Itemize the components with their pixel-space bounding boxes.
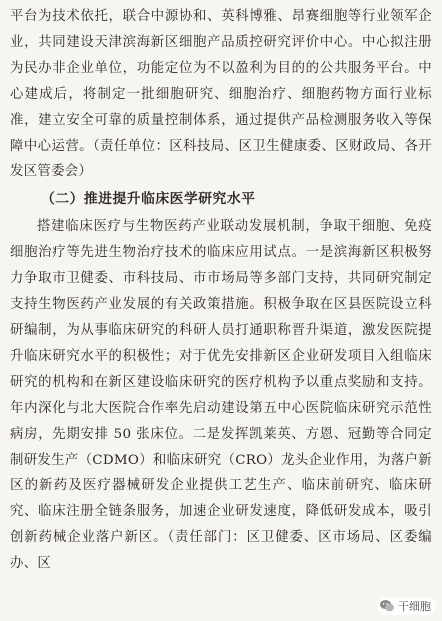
watermark-label: 干细胞 [398,600,431,613]
section-heading: （二）推进提升临床医学研究水平 [41,191,256,208]
wechat-bubble-icon [379,598,395,614]
paragraph-clinical-research: 搭建临床医疗与生物医药产业联动发展机制，争取干细胞、免疫细胞治疗等先进生物治疗技术的临床应用试点。一是滨海新区积极努力争取市卫健委、市科技局、市市场局等多部门支持，共同研究制定支持生物医药产业发展的有关政策措施。积极争取在区县医院设立科研编制，为从事临床研究的科研人员打通职称晋升渠道，激发医院提升临床研究水平的积极性；对于优先安排新区企业研发项目入组临床研究的机构和在新区建设临床研究的医疗机构予以重点奖励和支持。年内深化与北大医院合作率先启动建设第五中心医院临床研究示范性病房，先期安排 50 张床位。二是发挥凯莱英、方恩、冠勤等合同定制研发生产（CDMO）和临床研究（CRO）龙头企业作用，为落户新区的新药及医疗器械研发企业提供工艺生产、临床前研究、临床研究、临床注册全链条服务，加速企业研发速度，降低研发成本，吸引创新药械企业落户新区。（责任部门：区卫健委、区市场局、区委编办、区 [10,219,432,572]
paragraph-quality-center: 平台为技术依托，联合中源协和、英科博雅、昂赛细胞等行业领军企业，共同建设天津滨海新区细胞产品质控研究评价中心。中心拟注册为民办非企业单位，功能定位为不以盈利为目的的公共服务平台。中心建成后，将制定一批细胞研究、细胞治疗、细胞药物方面行业标准，建立安全可靠的质量控制体系，通过提供产品检测服务收入等保障中心运营。（责任单位：区科技局、区卫生健康委、区财政局、各开发区管委会） [10,9,432,180]
watermark [377,597,436,615]
